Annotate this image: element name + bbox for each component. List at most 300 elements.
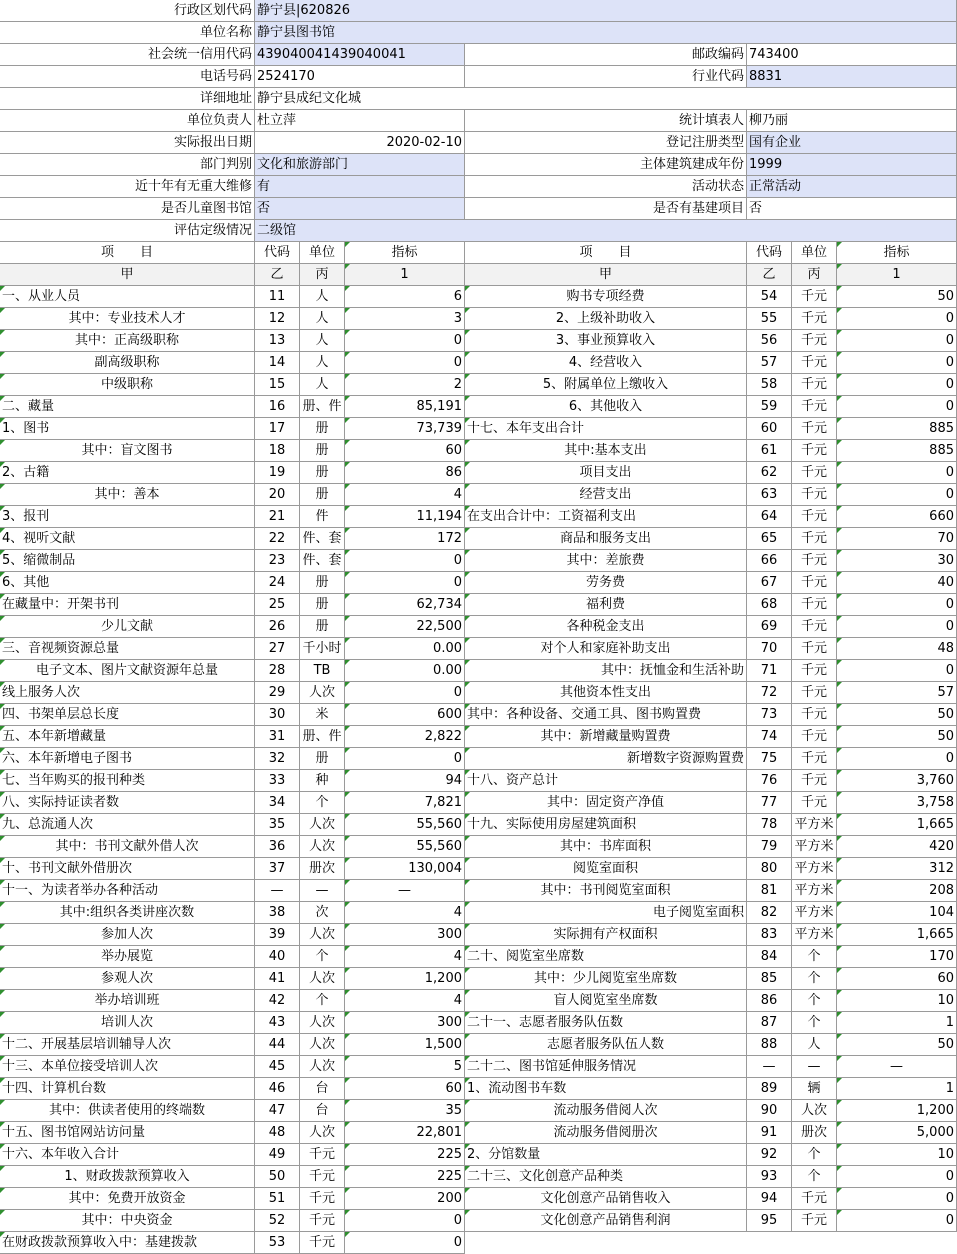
item-name: 在支出合计中：工资福利支出 [465, 506, 747, 528]
header-label: 部门判别 [0, 154, 255, 176]
item-unit: 千元 [792, 638, 837, 660]
item-code: 82 [747, 902, 792, 924]
item-value: 60 [837, 968, 957, 990]
item-value: 0 [345, 572, 465, 594]
column-header: 指标 [837, 242, 957, 264]
item-name: 2、古籍 [0, 462, 255, 484]
item-unit: 册 [300, 484, 345, 506]
header-label: 评估定级情况 [0, 220, 255, 242]
item-name: 商品和服务支出 [465, 528, 747, 550]
item-name: 文化创意产品销售利润 [465, 1210, 747, 1232]
column-header: 代码 [255, 242, 300, 264]
item-code: 38 [255, 902, 300, 924]
item-code: 48 [255, 1122, 300, 1144]
item-code: 81 [747, 880, 792, 902]
item-value: 1,665 [837, 814, 957, 836]
item-name: 其中：新增藏量购置费 [465, 726, 747, 748]
item-value: 3,758 [837, 792, 957, 814]
item-unit: 千元 [300, 1232, 345, 1254]
item-name: 其中：专业技术人才 [0, 308, 255, 330]
item-name: 十四、计算机台数 [0, 1078, 255, 1100]
item-unit: 人 [300, 308, 345, 330]
item-name: 其中：供读者使用的终端数 [0, 1100, 255, 1122]
header-label: 行业代码 [465, 66, 747, 88]
item-name: 其中：差旅费 [465, 550, 747, 572]
item-value: 22,801 [345, 1122, 465, 1144]
item-code: 46 [255, 1078, 300, 1100]
item-code: 58 [747, 374, 792, 396]
item-unit: 册 [300, 594, 345, 616]
item-unit: 平方米 [792, 902, 837, 924]
item-name: 志愿者服务队伍人数 [465, 1034, 747, 1056]
item-code: 39 [255, 924, 300, 946]
item-unit: 册、件 [300, 726, 345, 748]
header-label: 行政区划代码 [0, 0, 255, 22]
item-value: 1,200 [837, 1100, 957, 1122]
item-name: 2、分馆数量 [465, 1144, 747, 1166]
item-name: 其中:基本支出 [465, 440, 747, 462]
item-name: 举办展览 [0, 946, 255, 968]
item-code: 71 [747, 660, 792, 682]
item-code: 34 [255, 792, 300, 814]
item-value: 2,822 [345, 726, 465, 748]
item-value: 48 [837, 638, 957, 660]
item-unit: 个 [792, 1144, 837, 1166]
item-unit: 人次 [300, 924, 345, 946]
item-unit: 千元 [792, 572, 837, 594]
item-value: 0 [837, 396, 957, 418]
item-value: 1,500 [345, 1034, 465, 1056]
item-name: 参观人次 [0, 968, 255, 990]
item-value: 0 [837, 352, 957, 374]
item-name: 其中：少儿阅览室坐席数 [465, 968, 747, 990]
item-unit: 米 [300, 704, 345, 726]
item-name: 二、藏量 [0, 396, 255, 418]
item-name: 1、图书 [0, 418, 255, 440]
item-value: 225 [345, 1166, 465, 1188]
item-unit: 千元 [792, 594, 837, 616]
item-code: 65 [747, 528, 792, 550]
item-code: 13 [255, 330, 300, 352]
item-name: 5、缩微制品 [0, 550, 255, 572]
item-code: 63 [747, 484, 792, 506]
header-value: 否 [747, 198, 957, 220]
header-label: 统计填表人 [465, 110, 747, 132]
header-value: 1999 [747, 154, 957, 176]
item-name: 文化创意产品销售收入 [465, 1188, 747, 1210]
item-name: 二十三、文化创意产品种类 [465, 1166, 747, 1188]
item-code: 64 [747, 506, 792, 528]
item-name: 2、上级补助收入 [465, 308, 747, 330]
item-value: — [837, 1056, 957, 1078]
item-unit: 次 [300, 902, 345, 924]
item-code: 15 [255, 374, 300, 396]
header-label: 是否有基建项目 [465, 198, 747, 220]
item-code: 89 [747, 1078, 792, 1100]
item-code: 24 [255, 572, 300, 594]
item-value: 6 [345, 286, 465, 308]
item-unit: 千元 [792, 418, 837, 440]
item-name: 四、书架单层总长度 [0, 704, 255, 726]
item-code: 75 [747, 748, 792, 770]
item-name: 九、总流通人次 [0, 814, 255, 836]
item-value: 60 [345, 440, 465, 462]
item-unit: 千元 [792, 726, 837, 748]
item-value: 0 [345, 748, 465, 770]
item-code: 23 [255, 550, 300, 572]
item-name: 电子文本、图片文献资源年总量 [0, 660, 255, 682]
item-value: 4 [345, 484, 465, 506]
item-code: 69 [747, 616, 792, 638]
header-label: 社会统一信用代码 [0, 44, 255, 66]
item-name: 在藏量中：开架书刊 [0, 594, 255, 616]
item-value: 22,500 [345, 616, 465, 638]
column-header: 项 目 [0, 242, 255, 264]
item-value: 0.00 [345, 638, 465, 660]
item-unit: 平方米 [792, 814, 837, 836]
item-unit: 千元 [792, 528, 837, 550]
item-name: 实际拥有产权面积 [465, 924, 747, 946]
item-code: 44 [255, 1034, 300, 1056]
item-value: 50 [837, 726, 957, 748]
item-name: 十一、为读者举办各种活动 [0, 880, 255, 902]
item-code: 67 [747, 572, 792, 594]
item-value: 0 [837, 1166, 957, 1188]
header-label: 单位名称 [0, 22, 255, 44]
item-name: 新增数字资源购置费 [465, 748, 747, 770]
column-header: 单位 [792, 242, 837, 264]
item-value: 200 [345, 1188, 465, 1210]
header-value: 柳乃丽 [747, 110, 957, 132]
item-unit: 千元 [792, 616, 837, 638]
item-unit: 个 [792, 968, 837, 990]
item-unit: 人 [300, 352, 345, 374]
item-code: 12 [255, 308, 300, 330]
item-value: 11,194 [345, 506, 465, 528]
item-value: 0.00 [345, 660, 465, 682]
item-value: 0 [345, 550, 465, 572]
item-value: 0 [837, 1188, 957, 1210]
header-value: 国有企业 [747, 132, 957, 154]
header-label: 主体建筑建成年份 [465, 154, 747, 176]
item-unit: 人 [792, 1034, 837, 1056]
item-name: 中级职称 [0, 374, 255, 396]
item-value: 73,739 [345, 418, 465, 440]
item-unit: 人 [300, 286, 345, 308]
item-code: 49 [255, 1144, 300, 1166]
item-name: 六、本年新增电子图书 [0, 748, 255, 770]
header-label: 邮政编码 [465, 44, 747, 66]
item-code: 43 [255, 1012, 300, 1034]
header-value: 杜立萍 [255, 110, 465, 132]
item-value: 0 [345, 352, 465, 374]
item-value: 55,560 [345, 836, 465, 858]
item-code: 33 [255, 770, 300, 792]
item-unit: 件、套 [300, 528, 345, 550]
item-unit: 千元 [792, 748, 837, 770]
item-name: 1、财政拨款预算收入 [0, 1166, 255, 1188]
item-code: 27 [255, 638, 300, 660]
item-code: 22 [255, 528, 300, 550]
item-name: 经营支出 [465, 484, 747, 506]
item-code: 52 [255, 1210, 300, 1232]
item-name: 其中：正高级职称 [0, 330, 255, 352]
item-unit: 千元 [792, 550, 837, 572]
header-value: 439040041439040041 [255, 44, 465, 66]
item-code: 47 [255, 1100, 300, 1122]
item-unit: 千元 [792, 682, 837, 704]
header-label: 活动状态 [465, 176, 747, 198]
item-value: 57 [837, 682, 957, 704]
item-value: 0 [345, 1232, 465, 1254]
item-value: 172 [345, 528, 465, 550]
item-unit: 人次 [792, 1100, 837, 1122]
header-value: 2524170 [255, 66, 465, 88]
item-code: 26 [255, 616, 300, 638]
column-subheader: 丙 [300, 264, 345, 286]
item-unit: 千元 [792, 286, 837, 308]
item-code: 83 [747, 924, 792, 946]
item-name: 其中:组织各类讲座次数 [0, 902, 255, 924]
item-unit: — [792, 1056, 837, 1078]
item-value: 170 [837, 946, 957, 968]
item-name: 其中：盲文图书 [0, 440, 255, 462]
header-value: 文化和旅游部门 [255, 154, 465, 176]
item-unit: 千元 [792, 440, 837, 462]
item-code: 40 [255, 946, 300, 968]
item-name: 参加人次 [0, 924, 255, 946]
item-unit: 平方米 [792, 880, 837, 902]
column-header: 项 目 [465, 242, 747, 264]
item-unit: 辆 [792, 1078, 837, 1100]
item-value: 50 [837, 1034, 957, 1056]
item-name: 购书专项经费 [465, 286, 747, 308]
item-unit: 千小时 [300, 638, 345, 660]
item-value: 1,200 [345, 968, 465, 990]
item-code: 11 [255, 286, 300, 308]
item-name: 阅览室面积 [465, 858, 747, 880]
column-subheader: 乙 [255, 264, 300, 286]
item-value: 0 [345, 1210, 465, 1232]
item-code: — [747, 1056, 792, 1078]
item-code: 54 [747, 286, 792, 308]
item-unit: 人次 [300, 836, 345, 858]
item-unit: 人次 [300, 814, 345, 836]
item-code: 60 [747, 418, 792, 440]
item-value: 10 [837, 1144, 957, 1166]
item-unit: 个 [300, 946, 345, 968]
item-name: 七、当年购买的报刊种类 [0, 770, 255, 792]
item-code: 18 [255, 440, 300, 462]
item-value: 885 [837, 440, 957, 462]
item-unit: 千元 [792, 660, 837, 682]
item-unit: 千元 [300, 1166, 345, 1188]
item-code: 59 [747, 396, 792, 418]
item-name: 八、实际持证读者数 [0, 792, 255, 814]
item-name: 其中：善本 [0, 484, 255, 506]
item-value: 5,000 [837, 1122, 957, 1144]
item-value: 60 [345, 1078, 465, 1100]
item-unit: 千元 [792, 330, 837, 352]
header-label: 近十年有无重大维修 [0, 176, 255, 198]
item-value: 62,734 [345, 594, 465, 616]
item-name: 少儿文献 [0, 616, 255, 638]
item-name: 十三、本单位接受培训人次 [0, 1056, 255, 1078]
column-subheader: 丙 [792, 264, 837, 286]
item-name: 二十、阅览室坐席数 [465, 946, 747, 968]
item-name: 流动服务借阅人次 [465, 1100, 747, 1122]
item-code: 51 [255, 1188, 300, 1210]
item-code: 17 [255, 418, 300, 440]
item-unit: 千元 [792, 1210, 837, 1232]
item-value: 0 [837, 330, 957, 352]
item-name: 十二、开展基层培训辅导人次 [0, 1034, 255, 1056]
column-subheader: 1 [837, 264, 957, 286]
item-name: 其中：中央资金 [0, 1210, 255, 1232]
item-value: 0 [837, 462, 957, 484]
item-value: 94 [345, 770, 465, 792]
item-name: 4、经营收入 [465, 352, 747, 374]
item-unit: 册 [300, 462, 345, 484]
item-value: 3,760 [837, 770, 957, 792]
item-code: 36 [255, 836, 300, 858]
item-name: 福利费 [465, 594, 747, 616]
item-name: 5、附属单位上缴收入 [465, 374, 747, 396]
item-code: 95 [747, 1210, 792, 1232]
item-code: 28 [255, 660, 300, 682]
item-unit: 人次 [300, 968, 345, 990]
item-name: 副高级职称 [0, 352, 255, 374]
item-value: 7,821 [345, 792, 465, 814]
item-value: 0 [345, 330, 465, 352]
item-code: 88 [747, 1034, 792, 1056]
item-value: 0 [837, 484, 957, 506]
item-name: 4、视听文献 [0, 528, 255, 550]
item-unit: 千元 [792, 770, 837, 792]
item-code: 80 [747, 858, 792, 880]
item-name: 十七、本年支出合计 [465, 418, 747, 440]
item-value: 30 [837, 550, 957, 572]
item-name: 其中：书刊文献外借人次 [0, 836, 255, 858]
item-name: 十八、资产总计 [465, 770, 747, 792]
item-unit: 千元 [300, 1144, 345, 1166]
item-value: — [345, 880, 465, 902]
item-code: 84 [747, 946, 792, 968]
item-unit: 千元 [792, 308, 837, 330]
item-code: 20 [255, 484, 300, 506]
item-value: 50 [837, 704, 957, 726]
item-value: 0 [837, 1210, 957, 1232]
item-code: 87 [747, 1012, 792, 1034]
item-unit: 平方米 [792, 858, 837, 880]
item-name: 线上服务人次 [0, 682, 255, 704]
item-name: 6、其他 [0, 572, 255, 594]
item-value: 225 [345, 1144, 465, 1166]
item-value: 0 [837, 594, 957, 616]
item-name: 电子阅览室面积 [465, 902, 747, 924]
item-unit: 册 [300, 748, 345, 770]
item-name: 3、事业预算收入 [465, 330, 747, 352]
header-label: 实际报出日期 [0, 132, 255, 154]
item-value: 885 [837, 418, 957, 440]
item-code: 92 [747, 1144, 792, 1166]
item-name: 其中：固定资产净值 [465, 792, 747, 814]
header-value: 有 [255, 176, 465, 198]
item-code: 57 [747, 352, 792, 374]
item-unit: TB [300, 660, 345, 682]
item-code: 86 [747, 990, 792, 1012]
item-code: 30 [255, 704, 300, 726]
column-subheader: 1 [345, 264, 465, 286]
item-unit: 千元 [792, 396, 837, 418]
item-unit: 件、套 [300, 550, 345, 572]
item-code: 78 [747, 814, 792, 836]
header-value: 743400 [747, 44, 957, 66]
item-code: 61 [747, 440, 792, 462]
header-label: 电话号码 [0, 66, 255, 88]
item-value: 4 [345, 946, 465, 968]
column-subheader: 乙 [747, 264, 792, 286]
item-name: 6、其他收入 [465, 396, 747, 418]
item-code: 74 [747, 726, 792, 748]
item-unit: 千元 [792, 352, 837, 374]
item-unit: 个 [792, 946, 837, 968]
item-value: 0 [345, 682, 465, 704]
item-name: 培训人次 [0, 1012, 255, 1034]
item-value: 208 [837, 880, 957, 902]
item-unit: 个 [300, 990, 345, 1012]
item-value: 85,191 [345, 396, 465, 418]
item-code: 91 [747, 1122, 792, 1144]
item-name: 对个人和家庭补助支出 [465, 638, 747, 660]
item-code: 73 [747, 704, 792, 726]
item-value: 4 [345, 902, 465, 924]
item-name: 十九、实际使用房屋建筑面积 [465, 814, 747, 836]
item-unit: 册次 [300, 858, 345, 880]
item-unit: 台 [300, 1100, 345, 1122]
item-code: 72 [747, 682, 792, 704]
item-unit: 人次 [300, 1056, 345, 1078]
item-code: 70 [747, 638, 792, 660]
item-unit: 平方米 [792, 836, 837, 858]
item-code: 68 [747, 594, 792, 616]
header-value: 静宁县成纪文化城 [255, 88, 957, 110]
item-unit: 件 [300, 506, 345, 528]
item-unit: 千元 [792, 1188, 837, 1210]
item-name: 其他资本性支出 [465, 682, 747, 704]
item-name: 流动服务借阅册次 [465, 1122, 747, 1144]
item-code: 79 [747, 836, 792, 858]
item-code: 37 [255, 858, 300, 880]
item-unit: 册 [300, 418, 345, 440]
item-code: 85 [747, 968, 792, 990]
item-unit: 册、件 [300, 396, 345, 418]
header-value: 2020-02-10 [255, 132, 465, 154]
item-unit: 千元 [792, 484, 837, 506]
item-unit: 册次 [792, 1122, 837, 1144]
item-code: 31 [255, 726, 300, 748]
item-unit: 个 [792, 1166, 837, 1188]
column-header: 代码 [747, 242, 792, 264]
item-unit: 平方米 [792, 924, 837, 946]
item-unit: 册 [300, 616, 345, 638]
item-value: 660 [837, 506, 957, 528]
item-name: 其中：书库面积 [465, 836, 747, 858]
column-subheader: 甲 [0, 264, 255, 286]
item-code: 21 [255, 506, 300, 528]
header-value: 静宁县图书馆 [255, 22, 957, 44]
item-name: 十六、本年收入合计 [0, 1144, 255, 1166]
